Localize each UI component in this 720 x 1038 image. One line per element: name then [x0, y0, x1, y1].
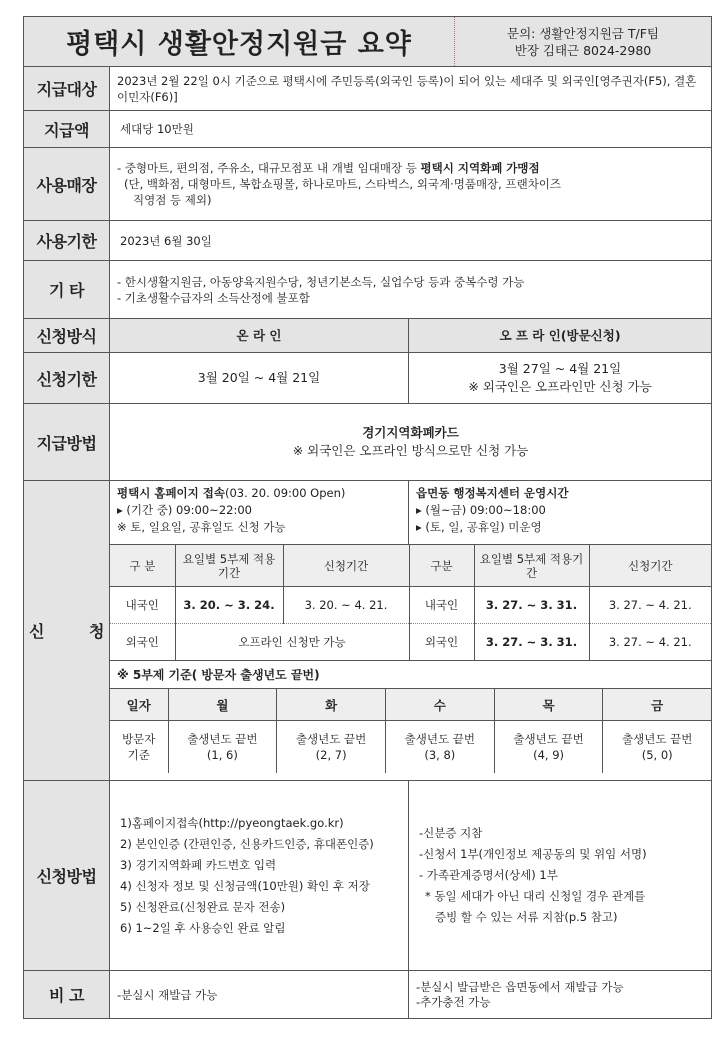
offline-item: 증빙 할 수 있는 서류 지참(p.5 참고)	[435, 910, 618, 924]
amount-text: 세대당 10만원	[120, 122, 194, 136]
schedule-cell: 내국인	[409, 587, 474, 624]
eligibility-row	[24, 67, 711, 111]
remarks-offline	[409, 971, 711, 1018]
etc-label: 기 타	[24, 261, 110, 318]
rotation-cell-text: 출생년도 끝번	[513, 732, 584, 746]
rotation-header: 일자	[110, 689, 168, 721]
amount-row	[24, 111, 711, 148]
stores-line1-prefix: - 중형마트, 편의점, 주유소, 대규모점포 내 개별 임대매장 등	[117, 161, 421, 175]
period-label: 신청기한	[24, 353, 110, 403]
contact-info	[455, 17, 711, 66]
offline-requirements	[409, 781, 711, 970]
payment-label: 지급방법	[24, 404, 110, 480]
schedule-cell: 3. 27. ~ 3. 31.	[474, 587, 589, 624]
payment-note: ※ 외국인은 오프라인 방식으로만 신청 가능	[292, 443, 529, 458]
schedule-header-row	[110, 545, 711, 587]
rotation-cell-digits: (3, 8)	[424, 748, 456, 762]
offline-item: -신청서 1부(개인정보 제공동의 및 위임 서명)	[419, 847, 647, 861]
eligibility-label: 지급대상	[24, 67, 110, 110]
stores-content	[110, 148, 711, 220]
remarks-row	[24, 971, 711, 1018]
rotation-cell	[168, 721, 277, 774]
rotation-cell-digits: (1, 6)	[206, 748, 238, 762]
stores-line2: (단, 백화점, 대형마트, 복합쇼핑몰, 하나로마트, 스타벅스, 외국계·명품매장, 프랜차이즈	[124, 177, 562, 191]
schedule-row-domestic	[110, 587, 711, 624]
online-hours	[110, 481, 409, 544]
stores-line1	[117, 160, 704, 176]
schedule-header: 신청기간	[589, 545, 711, 587]
rotation-cell	[277, 721, 386, 774]
deadline-row	[24, 221, 711, 261]
rotation-cell-text: 출생년도 끝번	[187, 732, 258, 746]
stores-label: 사용매장	[24, 148, 110, 220]
rotation-cell-text: 출생년도 끝번	[622, 732, 693, 746]
rotation-cell-digits: (4, 9)	[533, 748, 565, 762]
rotation-header: 목	[494, 689, 603, 721]
payment-row	[24, 404, 711, 481]
remarks-label: 비 고	[24, 971, 110, 1018]
stores-line1-bold: 평택시 지역화폐 가맹점	[420, 161, 540, 175]
rotation-table	[110, 689, 711, 773]
schedule-cell: 3. 20. ~ 3. 24.	[175, 587, 283, 624]
schedule-header: 요일별 5부제 적용기간	[474, 545, 589, 587]
offline-item: * 동일 세대가 아닌 대리 신청일 경우 관계를	[425, 889, 646, 903]
schedule-cell: 내국인	[110, 587, 175, 624]
method-row	[24, 319, 711, 353]
rotation-cell-digits: (2, 7)	[315, 748, 347, 762]
rotation-header-row	[110, 689, 711, 721]
period-row	[24, 353, 711, 404]
summary-document	[23, 16, 712, 1019]
rotation-cell	[494, 721, 603, 774]
schedule-header: 구분	[409, 545, 474, 587]
schedule-row-foreign	[110, 624, 711, 661]
period-offline-note: ※ 외국인은 오프라인만 신청 가능	[468, 379, 652, 394]
page-title: 평택시 생활안정지원금 요약	[24, 17, 455, 66]
deadline-label: 사용기한	[24, 221, 110, 260]
etc-row	[24, 261, 711, 319]
method-offline: 오 프 라 인(방문신청)	[499, 327, 621, 343]
apply-label: 신 청	[24, 481, 110, 780]
title-row	[24, 17, 711, 67]
rotation-cell-digits: (5, 0)	[641, 748, 673, 762]
etc-line: - 기초생활수급자의 소득산정에 불포함	[117, 290, 310, 305]
online-step: 4) 신청자 정보 및 신청금액(10만원) 확인 후 저장	[120, 878, 370, 893]
online-step: 5) 신청완료(신청완료 문자 전송)	[120, 899, 286, 914]
online-hours-title: 평택시 홈페이지 접속	[117, 486, 225, 500]
rotation-header: 화	[277, 689, 386, 721]
schedule-cell: 외국인	[110, 624, 175, 661]
method-label: 신청방식	[24, 319, 110, 352]
schedule-cell: 외국인	[409, 624, 474, 661]
offline-hours	[409, 481, 711, 544]
online-step: 1)홈페이지접속(http://pyeongtaek.go.kr)	[120, 815, 344, 830]
deadline-text: 2023년 6월 30일	[120, 233, 212, 248]
rotation-cell-text: 출생년도 끝번	[404, 732, 475, 746]
period-online: 3월 20일 ~ 4월 21일	[110, 353, 409, 403]
offline-hours-weekday: ▸ (월~금) 09:00~18:00	[416, 503, 546, 517]
online-hours-time: ▸ (기간 중) 09:00~22:00	[117, 503, 252, 517]
period-offline	[409, 353, 711, 403]
online-steps	[110, 781, 409, 970]
schedule-cell: 3. 27. ~ 3. 31.	[474, 624, 589, 661]
payment-content	[110, 404, 711, 480]
schedule-header: 구 분	[110, 545, 175, 587]
online-step: 6) 1~2일 후 사용승인 완료 알림	[120, 920, 286, 935]
offline-hours-title: 읍면동 행정복지센터 운영시간	[416, 486, 569, 500]
procedure-row	[24, 781, 711, 971]
remarks-offline-line: -분실시 발급받은 읍면동에서 재발급 가능	[416, 979, 624, 994]
online-hours-note: ※ 토, 일요일, 공휴일도 신청 가능	[117, 520, 286, 534]
schedule-cell: 3. 27. ~ 4. 21.	[608, 635, 692, 649]
rotation-note: ※ 5부제 기준( 방문자 출생년도 끝번)	[110, 661, 711, 689]
contact-person: 반장 김태근 8024-2980	[514, 42, 652, 58]
rotation-body-row	[110, 721, 711, 774]
schedule-cell: 3. 27. ~ 4. 21.	[608, 598, 692, 612]
remarks-online: -분실시 재발급 가능	[110, 971, 409, 1018]
apply-hours	[110, 481, 711, 545]
procedure-label: 신청방법	[24, 781, 110, 970]
schedule-cell: 3. 20. ~ 4. 21.	[283, 587, 409, 624]
offline-item: -신분증 지참	[419, 826, 483, 840]
remarks-offline-line: -추가충전 가능	[416, 994, 491, 1009]
payment-card: 경기지역화폐카드	[362, 425, 459, 440]
etc-line: - 한시생활지원금, 아동양육지원수당, 청년기본소득, 실업수당 등과 중복수령 가능	[117, 274, 525, 289]
offline-hours-weekend: ▸ (토, 일, 공휴일) 미운영	[416, 520, 542, 534]
rotation-header: 수	[385, 689, 494, 721]
period-offline-dates: 3월 27일 ~ 4월 21일	[498, 361, 622, 376]
method-online: 온 라 인	[110, 319, 409, 352]
schedule-header: 신청기간	[283, 545, 409, 587]
amount-label: 지급액	[24, 111, 110, 147]
rotation-cell	[385, 721, 494, 774]
schedule-header: 요일별 5부제 적용기간	[175, 545, 283, 587]
rotation-row-label: 방문자 기준	[110, 721, 168, 774]
rotation-cell	[603, 721, 711, 774]
online-step: 3) 경기지역화폐 카드번호 입력	[120, 857, 277, 872]
rotation-header: 월	[168, 689, 277, 721]
rotation-header: 금	[603, 689, 711, 721]
offline-item: - 가족관계증명서(상세) 1부	[419, 868, 558, 882]
rotation-cell-text: 출생년도 끝번	[295, 732, 367, 746]
schedule-table	[110, 545, 711, 661]
online-step: 2) 본인인증 (간편인증, 신용카드인증, 휴대폰인증)	[120, 836, 374, 851]
contact-team: 문의: 생활안정지원금 T/F팀	[507, 25, 659, 41]
online-hours-open: (03. 20. 09:00 Open)	[225, 486, 346, 500]
stores-row	[24, 148, 711, 221]
eligibility-text: 2023년 2월 22일 0시 기준으로 평택시에 주민등록(외국인 등록)이 되어 있는 세대주 및 외국인[영주권자(F5), 결혼이민자(F6)]	[117, 73, 697, 104]
apply-row	[24, 481, 711, 781]
etc-content	[110, 261, 711, 318]
stores-line3: 직영점 등 제외)	[133, 193, 212, 207]
schedule-cell: 오프라인 신청만 가능	[175, 624, 409, 661]
